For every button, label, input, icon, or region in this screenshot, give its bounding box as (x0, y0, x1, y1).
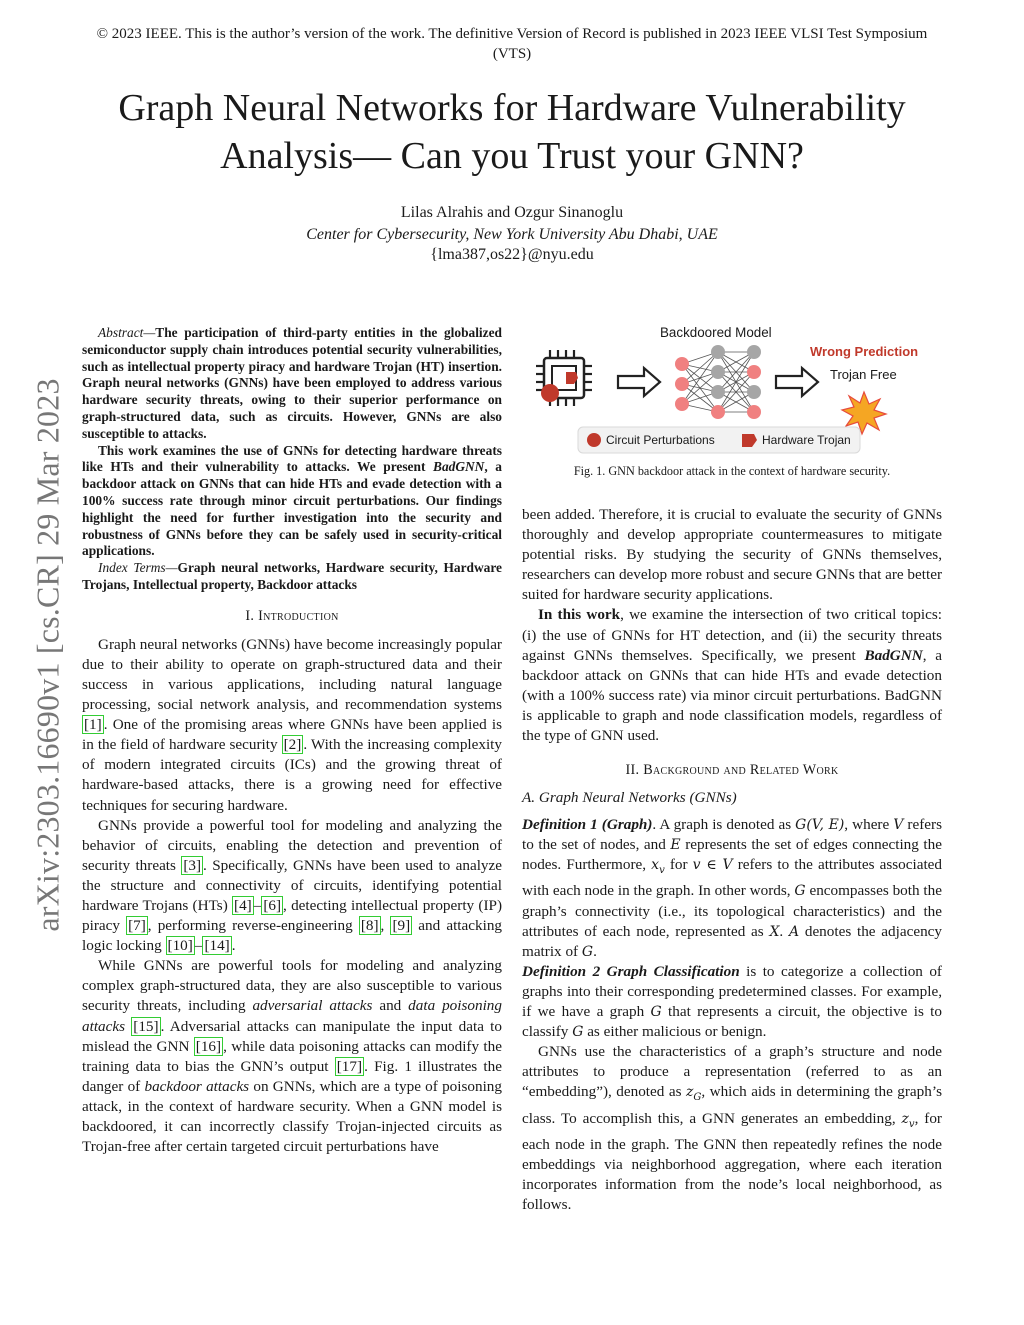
network-nodes (675, 345, 761, 419)
citation-link[interactable]: [1] (84, 716, 102, 734)
citation-separator: , (380, 917, 391, 935)
math-symbol: x (651, 857, 660, 874)
body-text: . A graph is denoted as (652, 816, 796, 834)
citation-link[interactable]: [7] (128, 917, 146, 935)
intro-text: . One of the promising areas where GNNs have been applied is in the field of hardware security (82, 716, 502, 754)
citation-link[interactable]: [8] (360, 917, 379, 935)
citation-link[interactable]: [9] (392, 917, 411, 935)
math-subscript: v (908, 1118, 915, 1130)
math-subscript: G (693, 1092, 702, 1104)
index-terms-label: Index Terms— (98, 560, 178, 576)
copyright-notice: © 2023 IEEE. This is the author’s version of the work. The definitive Version of Record is published in 2023 IEEE VLSI Test Symposium (VTS) (96, 26, 928, 62)
math-symbol: z (685, 1084, 694, 1101)
math-symbol: z (901, 1110, 909, 1127)
network-edges (682, 352, 754, 412)
abstract-paragraph-1 (82, 325, 502, 443)
definition-1 (522, 815, 942, 962)
body-text: , which aids in determining the graph’s class. To accomplish this, a GNN generates an embedding, (522, 1083, 942, 1127)
body-text: as either malicious or benign. (583, 1023, 767, 1041)
arrow-right-icon (618, 368, 660, 396)
intro-paragraph-1 (82, 635, 502, 816)
intro-text: . Fig. 1 illustrates the danger of (82, 1057, 502, 1095)
math-symbol: G (581, 943, 594, 960)
definition-2 (522, 962, 942, 1042)
body-text: that represents a circuit, the objective is to classify (522, 1003, 942, 1041)
math-subscript: v (659, 865, 665, 877)
figure-wrong-prediction: Wrong Prediction (810, 344, 919, 359)
body-text: , for each node in the graph. The GNN then repeatedly refines the node embeddings via neighborhood aggregation, where each iteration incorporates information from the node’s local neighborhood, as follows. (522, 1109, 942, 1213)
body-text: represents the set of edges connecting the nodes. Furthermore, (522, 836, 942, 874)
intro-text: . Adversarial attacks can manipulate the input data to mislead the GNN (82, 1017, 502, 1055)
math-symbol: G (572, 1024, 584, 1041)
citation-link[interactable]: [15] (133, 1017, 159, 1035)
body-text: encompasses both the graph’s connectivity (i.e., its topological characteristics) and the attributes of each node, represented as (522, 882, 942, 940)
body-text: denotes the adjacency matrix of (522, 922, 942, 960)
right-paragraph-1: been added. Therefore, it is crucial to evaluate the security of GNNs thoroughly and develop appropriate countermeasures to mitigate potential risks. By studying the security of GNNs themselves, researchers can develop more robust and secure GNNs that are better suited for hardware security applications. (522, 506, 942, 604)
legend-circuit-perturbations: Circuit Perturbations (606, 433, 715, 447)
figure-1-caption: Fig. 1. GNN backdoor attack in the context of hardware security. (573, 464, 891, 478)
body-text: . (779, 922, 789, 940)
body-text: refers to the attributes associated with each node in the graph. In other words, (522, 856, 942, 900)
abstract-text-2a: This work examines the use of GNNs for detecting hardware threats like HTs and their vulnerability to attacks. We present (82, 442, 502, 475)
citation-link[interactable]: [17] (336, 1057, 363, 1075)
math-symbol: G(V, E) (795, 817, 845, 834)
math-symbol: X (769, 923, 780, 940)
section-heading-introduction: I. Introduction (245, 607, 339, 624)
abstract-text-2b: , a backdoor attack on GNNs that can hide HTs and evade detection with a 100% success rate through minor circuit perturbations. Our findings highlight the need for further investigation into the security and robustness of GNNs before they can be safely used in security-critical applications. (82, 459, 503, 559)
paper-title: Graph Neural Networks for Hardware Vulnerability Analysis— Can you Trust your GNN? (118, 87, 906, 177)
right-paragraph-2 (522, 605, 942, 746)
arrow-right-icon (776, 368, 818, 396)
arxiv-stamp: arXiv:2303.16690v1 [cs.CR] 29 Mar 2023 (29, 378, 66, 932)
body-text: , a backdoor attack on GNNs that can hide HTs and evade detection (with a 100% success rate) via minor circuit perturbations. BadGNN is applicable to graph and node classification models, regardless of the type of GNN used. (522, 646, 942, 745)
intro-text: and attacking logic locking (82, 917, 503, 955)
affiliation: Center for Cybersecurity, New York University Abu Dhabi, UAE (306, 226, 718, 243)
intro-text: , performing reverse-engineering (147, 917, 359, 935)
subsection-heading-gnn: A. Graph Neural Networks (GNNs) (522, 789, 737, 807)
math-symbol: E (670, 837, 681, 854)
citation-link[interactable]: [16] (195, 1037, 222, 1055)
definition-2-label: Definition 2 Graph Classification (522, 962, 740, 980)
body-text: GNNs use the characteristics of a graph’s structure and node attributes to produce a representation (referred to as an “embedding”), denoted as (522, 1043, 942, 1101)
abstract-paragraph-2 (82, 443, 502, 561)
email: {lma387,os22}@nyu.edu (430, 246, 594, 263)
bold-in-this-work: In this work (538, 606, 621, 624)
intro-text: . (231, 937, 236, 955)
intro-text: While GNNs are powerful tools for modeling and analyzing complex graph-structured data, they are also susceptible to various security threats, including (82, 957, 502, 1015)
intro-text: and (372, 997, 409, 1015)
body-text: . (593, 942, 597, 960)
math-symbol: A (788, 923, 800, 940)
chip-icon (536, 350, 592, 406)
math-symbol: G (794, 883, 806, 900)
intro-text: on GNNs, which are a type of poisoning attack, in the context of hardware security. When a GNN model is backdoored, it can incorrectly classify Trojan-injected circuits as Trojan-free after certain targeted circuit perturbations have (82, 1077, 502, 1156)
intro-text: , while data poisoning attacks can modify the training data to bias the GNN’s output (82, 1037, 502, 1075)
index-terms-text: Graph neural networks, Hardware security, Hardware Trojans, Intellectual property, Backdoor attacks (82, 560, 502, 592)
intro-emphasis: data poisoning attacks (82, 997, 502, 1035)
citation-dash: – (253, 896, 262, 914)
section-heading-background: II. Background and Related Work (625, 762, 839, 779)
math-symbol: G (650, 1004, 662, 1020)
body-text: , we examine the intersection of two critical topics: (i) the use of GNNs for HT detection, and (ii) the security threats against GNNs themselves. Specifically, we present (522, 606, 942, 664)
citation-link[interactable]: [3] (183, 856, 202, 874)
body-text: , where (844, 816, 894, 834)
citation-link[interactable]: [10] (167, 937, 193, 955)
intro-emphasis: backdoor attacks (144, 1077, 250, 1095)
intro-paragraph-2 (82, 816, 502, 957)
abstract-label: Abstract— (98, 325, 156, 340)
body-text: refers to the set of nodes, and (522, 816, 942, 854)
authors: Lilas Alrahis and Ozgur Sinanoglu (400, 204, 624, 221)
perturbation-blob-icon (541, 384, 559, 402)
abstract-text-1: The participation of third-party entities in the globalized semiconductor supply chain introduces potential security vulnerabilities, such as intellectual property piracy and hardware Trojan (HT) insertion. Graph neural networks (GNNs) have been employed to address various hardware security threats, owing to their superior performance on graph-structured data, such as circuits. However, GNNs are also susceptible to attacks. (82, 325, 502, 441)
math-symbol: v ∈ V (692, 857, 733, 874)
intro-text: Graph neural networks (GNNs) have become increasingly popular due to their ability to operate on graph-structured data and their success in various applications, including natural language processing, social network analysis, and recommendation systems (82, 635, 502, 714)
citation-link[interactable]: [4] (234, 896, 252, 914)
right-paragraph-3 (522, 1042, 942, 1215)
citation-link[interactable]: [2] (283, 736, 302, 754)
badgnn-name: BadGNN (433, 459, 485, 475)
intro-text: . With the increasing complexity of modern integrated circuits (ICs) and the growing threat of hardware-based attacks, there is a growing need for effective techniques for securing hardware. (82, 736, 503, 814)
badgnn-name: BadGNN (864, 646, 923, 664)
right-column (522, 505, 942, 1215)
citation-dash: – (194, 937, 203, 955)
figure-trojan-free: Trojan Free (830, 367, 897, 382)
intro-text: GNNs provide a powerful tool for modeling and analyzing the behavior of circuits, enabling the detection and prevention of security threats (82, 816, 502, 874)
math-symbol: V (893, 817, 904, 834)
left-column (82, 325, 502, 1157)
figure-1 (522, 320, 942, 460)
body-text: is to categorize a collection of graphs into their corresponding predetermined classes. For example, if we have a graph (522, 962, 942, 1020)
body-text: for (664, 856, 693, 874)
figure-1-graphic (522, 320, 942, 460)
index-terms (82, 560, 502, 594)
perturbation-blob-icon (587, 433, 601, 447)
intro-text: . Specifically, GNNs have been used to analyze the structure and connectivity of circuits, identifying potential hardware Trojans (HTs) (82, 856, 503, 914)
definition-1-label: Definition 1 (Graph) (522, 816, 653, 834)
intro-emphasis: adversarial attacks (252, 997, 373, 1015)
citation-link[interactable]: [14] (204, 937, 230, 955)
figure-model-label: Backdoored Model (660, 325, 772, 340)
legend-hardware-trojan: Hardware Trojan (762, 433, 851, 447)
intro-text: , detecting intellectual property (IP) piracy (82, 896, 503, 935)
intro-paragraph-3 (82, 956, 502, 1157)
citation-link[interactable]: [6] (263, 896, 282, 914)
